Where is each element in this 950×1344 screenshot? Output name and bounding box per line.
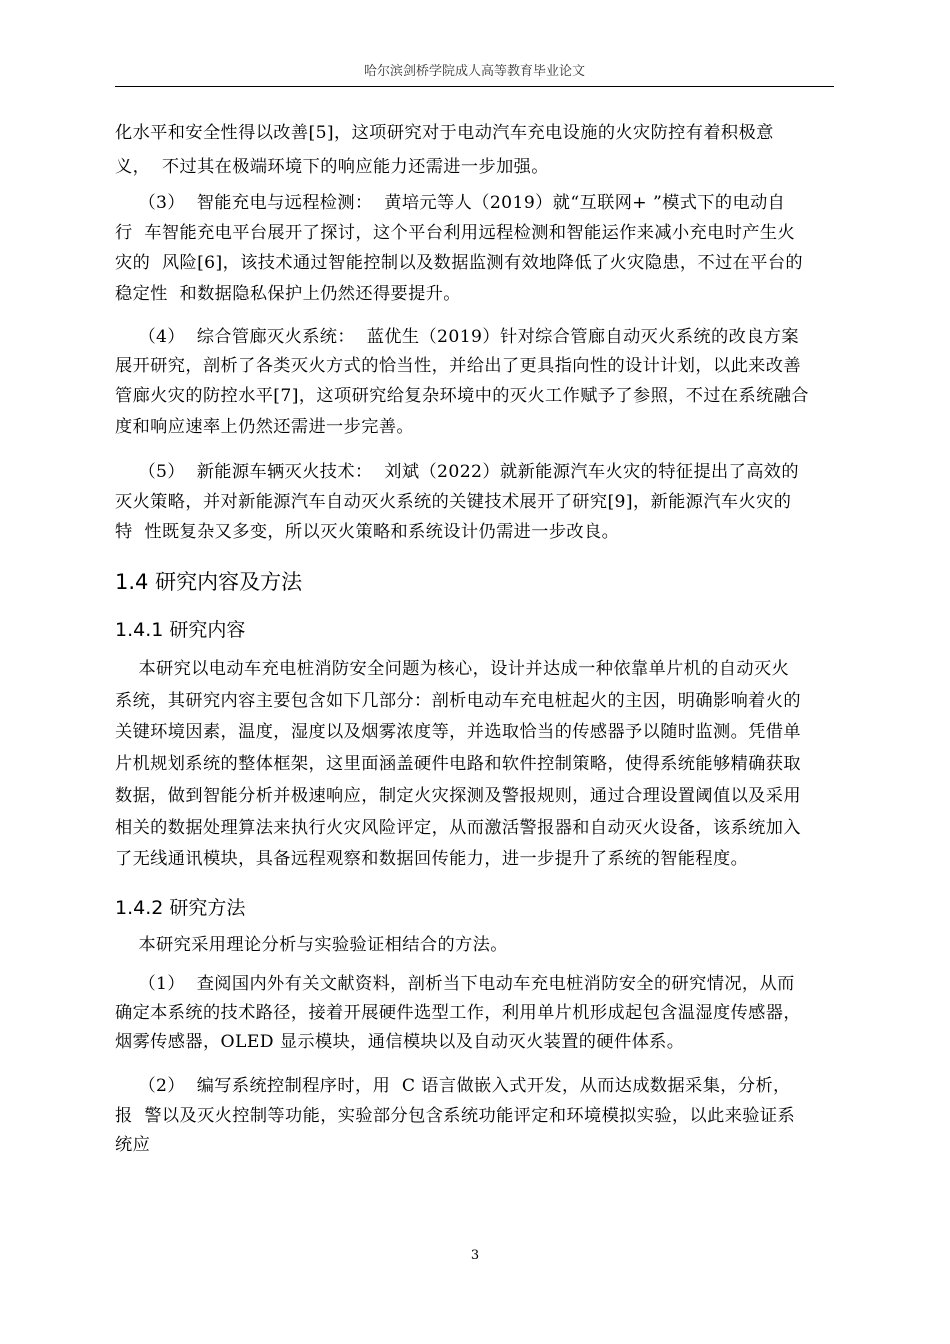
section-heading: 1.4 研究内容及方法 xyxy=(115,570,303,594)
paragraph-line: 本研究以电动车充电桩消防安全问题为核心，设计并达成一种依靠单片机的自动灭火 xyxy=(115,659,790,679)
paragraph-line: （1） 查阅国内外有关文献资料，剖析当下电动车充电桩消防安全的研究情况，从而 xyxy=(115,974,795,994)
paragraph-line: 报 警以及灭火控制等功能，实验部分包含系统功能评定和环境模拟实验，以此来验证系 xyxy=(115,1106,796,1126)
paragraph-line: （5） 新能源车辆灭火技术： 刘斌（2022）就新能源汽车火灾的特征提出了高效的 xyxy=(115,462,799,482)
paragraph-line: 化水平和安全性得以改善[5]，这项研究对于电动汽车充电设施的火灾防控有着积极意 xyxy=(115,123,774,143)
paragraph-line: （2） 编写系统控制程序时，用 C 语言做嵌入式开发，从而达成数据采集，分析， xyxy=(115,1076,791,1096)
paragraph-line: 灭火策略，并对新能源汽车自动灭火系统的关键技术展开了研究[9]，新能源汽车火灾的 xyxy=(115,492,792,512)
paragraph-line: 关键环境因素，温度，湿度以及烟雾浓度等，并选取恰当的传感器予以随时监测。凭借单 xyxy=(115,722,801,742)
paragraph-line: 行 车智能充电平台展开了探讨，这个平台利用远程检测和智能运作来减小充电时产生火 xyxy=(115,223,796,243)
paragraph-line: 稳定性 和数据隐私保护上仍然还得要提升。 xyxy=(115,284,461,304)
paragraph-line: 义， 不过其在极端环境下的响应能力还需进一步加强。 xyxy=(115,157,549,177)
paragraph-line: 相关的数据处理算法来执行火灾风险评定，从而激活警报器和自动灭火设备，该系统加入 xyxy=(115,818,801,838)
paragraph-line: 数据，做到智能分析并极速响应，制定火灾探测及警报规则，通过合理设置阈值以及采用 xyxy=(115,786,801,806)
paragraph-line: 度和响应速率上仍然还需进一步完善。 xyxy=(115,417,414,437)
paragraph-line: （3） 智能充电与远程检测： 黄培元等人（2019）就“互联网+ ”模式下的电动自 xyxy=(115,193,786,213)
paragraph-line: 本研究采用理论分析与实验验证相结合的方法。 xyxy=(115,935,508,955)
header-rule xyxy=(115,86,834,87)
paragraph-line: 烟雾传感器，OLED 显示模块，通信模块以及自动灭火装置的硬件体系。 xyxy=(115,1032,685,1052)
page-number: 3 xyxy=(470,1248,480,1263)
subsection-heading: 1.4.2 研究方法 xyxy=(115,897,246,919)
paragraph-line: 展开研究，剖析了各类灭火方式的恰当性，并给出了更具指向性的设计计划，以此来改善 xyxy=(115,356,801,376)
paragraph-line: 管廊火灾的防控水平[7]，这项研究给复杂环境中的灭火工作赋予了参照，不过在系统融合 xyxy=(115,386,809,406)
paragraph-line: 片机规划系统的整体框架，这里面涵盖硬件电路和软件控制策略，使得系统能够精确获取 xyxy=(115,754,801,774)
page-header-title: 哈尔滨剑桥学院成人高等教育毕业论文 xyxy=(363,64,585,79)
paragraph-line: 灾的 风险[6]，该技术通过智能控制以及数据监测有效地降低了火灾隐患，不过在平台的 xyxy=(115,253,804,273)
paragraph-line: 确定本系统的技术路径，接着开展硬件选型工作，利用单片机形成起包含温湿度传感器， xyxy=(115,1003,801,1023)
paragraph-line: 系统，其研究内容主要包含如下几部分：剖析电动车充电桩起火的主因，明确影响着火的 xyxy=(115,691,801,711)
paragraph-line: 统应 xyxy=(115,1135,151,1155)
subsection-heading: 1.4.1 研究内容 xyxy=(115,619,246,641)
paragraph-line: 特 性既复杂又多变，所以灭火策略和系统设计仍需进一步改良。 xyxy=(115,522,620,542)
paragraph-line: 了无线通讯模块，具备远程观察和数据回传能力，进一步提升了系统的智能程度。 xyxy=(115,849,749,869)
paragraph-line: （4） 综合管廊灭火系统： 蓝优生（2019）针对综合管廊自动灭火系统的改良方案 xyxy=(115,327,799,347)
